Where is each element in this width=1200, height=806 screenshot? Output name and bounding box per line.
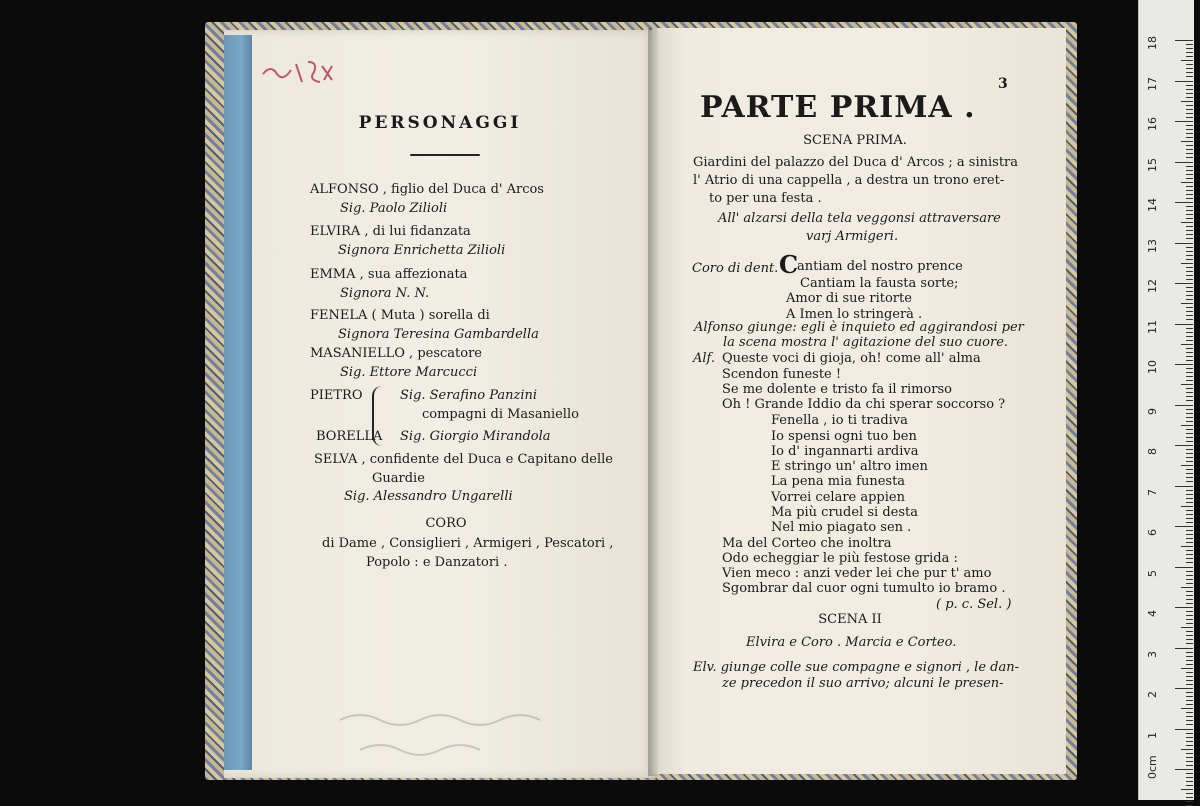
ruler-tick xyxy=(1186,660,1193,661)
ruler-tick xyxy=(1186,93,1193,94)
ruler-tick xyxy=(1186,137,1193,138)
ruler-tick xyxy=(1186,336,1193,337)
ruler-tick xyxy=(1181,60,1193,61)
ruler-tick xyxy=(1186,639,1193,640)
verse-line: Ma del Corteo che inoltra xyxy=(722,536,892,551)
ruler-tick xyxy=(1186,514,1193,515)
ruler-tick xyxy=(1186,267,1193,268)
ruler-tick xyxy=(1186,340,1193,341)
ruler-tick xyxy=(1175,121,1193,122)
ruler-tick xyxy=(1186,477,1193,478)
verse-line: Se me dolente e tristo fa il rimorso xyxy=(722,382,952,397)
handwritten-red-mark xyxy=(258,52,348,92)
ruler-tick xyxy=(1186,157,1193,158)
ruler-tick xyxy=(1186,247,1193,248)
ruler-tick xyxy=(1186,332,1193,333)
ruler-tick xyxy=(1175,445,1193,446)
ruler-label: 12 xyxy=(1146,279,1159,293)
ruler-tick xyxy=(1181,344,1193,345)
ruler-tick xyxy=(1186,793,1193,794)
ruler-tick xyxy=(1186,48,1193,49)
ruler-tick xyxy=(1186,720,1193,721)
ruler-tick xyxy=(1181,668,1193,669)
ruler-tick xyxy=(1186,575,1193,576)
ruler-tick xyxy=(1186,170,1193,171)
ruler-tick xyxy=(1186,206,1193,207)
ruler-tick xyxy=(1186,400,1193,401)
speaker-alf: Alf. xyxy=(693,351,716,366)
character-actor: Signora Teresina Gambardella xyxy=(338,327,539,342)
scene-heading: SCENA PRIMA. xyxy=(803,133,907,148)
ruler-tick xyxy=(1186,801,1193,802)
coro-title: CORO xyxy=(425,516,467,531)
selva-line: SELVA , confidente del Duca e Capitano delle xyxy=(314,452,613,467)
ruler-tick xyxy=(1186,595,1193,596)
stage-direction: Elvira e Coro . Marcia e Corteo. xyxy=(746,635,957,650)
ruler-tick xyxy=(1186,348,1193,349)
ruler-tick xyxy=(1181,506,1193,507)
verse-line: Cantiam la fausta sorte; xyxy=(800,276,959,291)
aria-line: Io spensi ogni tuo ben xyxy=(771,429,917,444)
ruler-tick xyxy=(1175,81,1193,82)
ruler-label: 16 xyxy=(1146,117,1159,131)
stage-direction: All' alzarsi della tela veggonsi attraversare xyxy=(718,211,1001,226)
ruler-tick xyxy=(1186,56,1193,57)
ruler-label: 11 xyxy=(1146,319,1159,334)
ruler-tick xyxy=(1186,461,1193,462)
ruler-tick xyxy=(1186,76,1193,77)
ruler-tick xyxy=(1186,603,1193,604)
ruler-tick xyxy=(1186,733,1193,734)
ruler-tick xyxy=(1186,619,1193,620)
ruler-tick xyxy=(1186,712,1193,713)
ruler-label: 18 xyxy=(1146,36,1159,50)
verse-line: Sgombrar dal cuor ogni tumulto io bramo . xyxy=(722,581,1006,596)
ruler-tick xyxy=(1186,773,1193,774)
ruler-tick xyxy=(1186,89,1193,90)
ruler-label: 2 xyxy=(1146,691,1159,698)
ruler-tick xyxy=(1186,696,1193,697)
ruler-tick xyxy=(1186,510,1193,511)
ruler-tick xyxy=(1186,457,1193,458)
ruler-tick xyxy=(1186,441,1193,442)
ruler-tick xyxy=(1186,652,1193,653)
ruler-tick xyxy=(1186,72,1193,73)
ruler-tick xyxy=(1186,174,1193,175)
ruler-label: 0cm xyxy=(1146,755,1159,779)
scene-heading: SCENA II xyxy=(818,612,882,627)
ruler-tick xyxy=(1186,255,1193,256)
blue-binding-strip xyxy=(224,35,252,770)
ruler-tick xyxy=(1186,635,1193,636)
setting-line: Giardini del palazzo del Duca d' Arcos ; a sinistra xyxy=(693,155,1019,170)
ruler-tick xyxy=(1186,259,1193,260)
ruler-tick xyxy=(1186,761,1193,762)
ruler-tick xyxy=(1186,615,1193,616)
setting-line: l' Atrio di una cappella , a destra un trono eret- xyxy=(693,173,1005,188)
stage-direction: Alfonso giunge: egli è inquieto ed aggirandosi per xyxy=(694,320,1024,335)
ruler-tick xyxy=(1186,218,1193,219)
ruler-tick xyxy=(1186,692,1193,693)
ruler-tick xyxy=(1186,251,1193,252)
ruler-tick xyxy=(1175,526,1193,527)
character-name: FENELA ( Muta ) sorella di xyxy=(310,308,490,323)
ruler-tick xyxy=(1186,85,1193,86)
ruler-tick xyxy=(1186,534,1193,535)
ruler-tick xyxy=(1186,542,1193,543)
ruler-tick xyxy=(1186,797,1193,798)
ruler-tick xyxy=(1186,591,1193,592)
ruler-label: 8 xyxy=(1146,448,1159,455)
ruler-tick xyxy=(1186,741,1193,742)
aria-line: La pena mia funesta xyxy=(771,474,906,489)
ruler-tick xyxy=(1186,672,1193,673)
ruler-tick xyxy=(1186,319,1193,320)
ruler-tick xyxy=(1186,643,1193,644)
aria-line: Io d' ingannarti ardiva xyxy=(771,444,919,459)
selva-actor: Sig. Alessandro Ungarelli xyxy=(344,489,513,504)
aria-line: Ma più crudel si desta xyxy=(771,505,918,520)
ruler-tick xyxy=(1186,481,1193,482)
ruler-tick xyxy=(1186,178,1193,179)
ruler-tick xyxy=(1186,490,1193,491)
ruler-tick xyxy=(1186,214,1193,215)
ruler-tick xyxy=(1186,328,1193,329)
ruler-tick xyxy=(1186,494,1193,495)
ruler-tick xyxy=(1186,372,1193,373)
ruler-tick xyxy=(1186,530,1193,531)
exit-note: ( p. c. Sel. ) xyxy=(936,597,1012,612)
ruler-tick xyxy=(1181,141,1193,142)
borella-actor: Sig. Giorgio Mirandola xyxy=(400,429,551,444)
ruler-tick xyxy=(1186,550,1193,551)
ruler-tick xyxy=(1186,380,1193,381)
parte-prima-title: PARTE PRIMA . xyxy=(700,90,976,125)
ruler-tick xyxy=(1186,105,1193,106)
ruler-tick xyxy=(1186,392,1193,393)
drop-cap: C xyxy=(779,250,799,279)
left-page xyxy=(224,30,656,778)
ruler-tick xyxy=(1186,765,1193,766)
ruler-tick xyxy=(1186,453,1193,454)
character-name: MASANIELLO , pescatore xyxy=(310,346,482,361)
ruler-tick xyxy=(1186,226,1193,227)
personaggi-title: PERSONAGGI xyxy=(358,113,522,133)
verse-line: antiam del nostro prence xyxy=(797,259,963,274)
stage-direction: Elv. giunge colle sue compagne e signori , le dan- xyxy=(693,660,1019,675)
ruler-tick xyxy=(1186,777,1193,778)
ruler-tick xyxy=(1186,52,1193,53)
ruler-tick xyxy=(1186,417,1193,418)
page-number: 3 xyxy=(998,76,1008,92)
ruler-tick xyxy=(1186,230,1193,231)
ruler-tick xyxy=(1186,676,1193,677)
character-actor: Sig. Paolo Zilioli xyxy=(340,201,448,216)
ruler-label: 4 xyxy=(1146,610,1159,617)
verse-line: Queste voci di gioja, oh! come all' alma xyxy=(722,351,981,366)
ruler-tick xyxy=(1186,299,1193,300)
ruler-tick xyxy=(1186,129,1193,130)
ruler-tick xyxy=(1181,465,1193,466)
ruler-label: 17 xyxy=(1146,76,1159,91)
ruler-tick xyxy=(1186,311,1193,312)
ruler-tick xyxy=(1186,684,1193,685)
ruler-tick xyxy=(1186,117,1193,118)
ruler-tick xyxy=(1175,729,1193,730)
character-actor: Sig. Ettore Marcucci xyxy=(340,365,478,380)
ruler-tick xyxy=(1181,263,1193,264)
ruler-tick xyxy=(1186,271,1193,272)
ruler-tick xyxy=(1186,656,1193,657)
ruler-tick xyxy=(1186,352,1193,353)
ruler-tick xyxy=(1186,97,1193,98)
verse-line: A Imen lo stringerà . xyxy=(786,307,923,322)
ruler-tick xyxy=(1186,583,1193,584)
ruler-tick xyxy=(1186,538,1193,539)
ruler-tick xyxy=(1186,234,1193,235)
aria-line: Nel mio piagato sen . xyxy=(771,520,912,535)
ruler-tick xyxy=(1186,716,1193,717)
ruler-tick xyxy=(1181,546,1193,547)
ruler-tick xyxy=(1175,607,1193,608)
ruler-tick xyxy=(1186,68,1193,69)
ruler-tick xyxy=(1186,785,1193,786)
verse-line: Scendon funeste ! xyxy=(722,367,842,382)
ruler-label: 10 xyxy=(1146,360,1159,374)
ruler-tick xyxy=(1186,753,1193,754)
ruler-label: 7 xyxy=(1146,488,1159,496)
ruler-tick xyxy=(1186,388,1193,389)
ruler-tick xyxy=(1181,222,1193,223)
ruler-tick xyxy=(1186,194,1193,195)
aria-line: Fenella , io ti tradiva xyxy=(771,413,908,428)
ruler-tick xyxy=(1186,558,1193,559)
ruler-tick xyxy=(1175,769,1193,770)
ruler-label: 3 xyxy=(1146,650,1159,658)
ruler-tick xyxy=(1186,186,1193,187)
ruler-tick xyxy=(1186,287,1193,288)
ruler-tick xyxy=(1186,153,1193,154)
ruler-tick xyxy=(1186,680,1193,681)
ruler-tick xyxy=(1181,587,1193,588)
ruler-tick xyxy=(1186,473,1193,474)
ruler-tick xyxy=(1186,210,1193,211)
ruler-tick xyxy=(1186,360,1193,361)
ruler-label: 5 xyxy=(1146,569,1159,577)
ruler-tick xyxy=(1175,486,1193,487)
aria-line: E stringo un' altro imen xyxy=(771,459,928,474)
ruler-tick xyxy=(1175,364,1193,365)
ruler-tick xyxy=(1186,421,1193,422)
ruler-tick xyxy=(1186,429,1193,430)
ruler-tick xyxy=(1186,295,1193,296)
ruler-tick xyxy=(1186,166,1193,167)
stage-direction: la scena mostra l' agitazione del suo cuore. xyxy=(723,335,1009,350)
ruler-tick xyxy=(1186,133,1193,134)
ruler-tick xyxy=(1186,145,1193,146)
ruler-tick xyxy=(1186,315,1193,316)
stage-direction: ze precedon il suo arrivo; alcuni le presen- xyxy=(722,676,1004,691)
ruler-tick xyxy=(1181,101,1193,102)
character-actor: Signora N. N. xyxy=(340,286,430,301)
ruler-tick xyxy=(1186,356,1193,357)
ruler-tick xyxy=(1186,599,1193,600)
ruler-tick xyxy=(1181,425,1193,426)
ruler-tick xyxy=(1175,162,1193,163)
ruler-tick xyxy=(1175,283,1193,284)
setting-line: to per una festa . xyxy=(709,191,822,206)
ruler-tick xyxy=(1186,190,1193,191)
ruler-tick xyxy=(1175,243,1193,244)
ruler-tick xyxy=(1186,113,1193,114)
ruler-tick xyxy=(1186,554,1193,555)
ruler-tick xyxy=(1186,396,1193,397)
ruler-tick xyxy=(1181,789,1193,790)
ruler-tick xyxy=(1186,149,1193,150)
ruler-tick xyxy=(1186,724,1193,725)
ruler-label: 9 xyxy=(1146,407,1159,415)
ruler-tick xyxy=(1186,64,1193,65)
ruler-tick xyxy=(1186,433,1193,434)
ruler-tick xyxy=(1186,449,1193,450)
ruler-tick xyxy=(1181,749,1193,750)
ruler-tick xyxy=(1186,664,1193,665)
faded-stamp xyxy=(330,690,590,770)
ruler-tick xyxy=(1175,567,1193,568)
ruler-label: 14 xyxy=(1146,198,1159,212)
stage-direction: varj Armigeri. xyxy=(806,229,899,244)
ruler-tick xyxy=(1181,303,1193,304)
ruler-label: 13 xyxy=(1146,238,1159,253)
coro-line: Popolo : e Danzatori . xyxy=(366,555,508,570)
ruler-tick xyxy=(1186,498,1193,499)
ruler-tick xyxy=(1186,737,1193,738)
ruler-tick xyxy=(1186,368,1193,369)
coro-line: di Dame , Consiglieri , Armigeri , Pescatori , xyxy=(322,536,614,551)
ruler-tick xyxy=(1186,611,1193,612)
ruler-tick xyxy=(1186,522,1193,523)
ruler-tick xyxy=(1186,704,1193,705)
ruler-tick xyxy=(1186,745,1193,746)
ruler-tick xyxy=(1175,324,1193,325)
ruler-tick xyxy=(1186,437,1193,438)
ruler-tick xyxy=(1186,502,1193,503)
character-name: EMMA , sua affezionata xyxy=(310,267,468,282)
verse-line: Odo echeggiar le più festose grida : xyxy=(722,551,958,566)
ruler-tick xyxy=(1186,275,1193,276)
ruler-tick xyxy=(1181,708,1193,709)
ruler-tick xyxy=(1186,198,1193,199)
ruler-label: 1 xyxy=(1146,731,1159,739)
ruler-tick xyxy=(1186,376,1193,377)
ruler-tick xyxy=(1181,384,1193,385)
speaker-coro: Coro di dent. xyxy=(692,261,779,276)
ruler-tick xyxy=(1175,40,1193,41)
selva-line: Guardie xyxy=(372,471,425,486)
ruler-tick xyxy=(1186,291,1193,292)
verse-line: Amor di sue ritorte xyxy=(786,291,912,306)
ruler-tick xyxy=(1186,757,1193,758)
ruler-label: 6 xyxy=(1146,529,1159,536)
ruler-tick xyxy=(1186,409,1193,410)
book-gutter xyxy=(648,28,658,776)
ruler-tick xyxy=(1186,623,1193,624)
verse-line: Vien meco : anzi veder lei che pur t' amo xyxy=(722,566,992,581)
ruler-tick xyxy=(1186,579,1193,580)
ruler-tick xyxy=(1186,631,1193,632)
verse-line: Oh ! Grande Iddio da chi sperar soccorso ? xyxy=(722,397,1006,412)
ruler-tick xyxy=(1186,413,1193,414)
ruler-tick xyxy=(1186,700,1193,701)
ruler-tick xyxy=(1186,109,1193,110)
ruler-tick xyxy=(1181,627,1193,628)
ruler-tick xyxy=(1186,781,1193,782)
ruler-tick xyxy=(1186,571,1193,572)
character-name-pietro: PIETRO xyxy=(310,388,363,403)
ruler-label: 15 xyxy=(1146,157,1159,172)
ruler-tick xyxy=(1175,688,1193,689)
ruler-tick xyxy=(1186,562,1193,563)
character-name: ALFONSO , figlio del Duca d' Arcos xyxy=(310,182,544,197)
character-actor: Signora Enrichetta Zilioli xyxy=(338,243,506,258)
ruler-tick xyxy=(1175,202,1193,203)
character-name: ELVIRA , di lui fidanzata xyxy=(310,224,471,239)
ruler-tick xyxy=(1186,238,1193,239)
ruler-tick xyxy=(1186,518,1193,519)
ruler-tick xyxy=(1181,182,1193,183)
ruler-tick xyxy=(1175,405,1193,406)
compagni-note: compagni di Masaniello xyxy=(422,407,579,422)
character-name-borella: BORELLA xyxy=(316,429,383,444)
ruler-tick xyxy=(1186,279,1193,280)
ruler-tick xyxy=(1186,125,1193,126)
title-divider xyxy=(410,154,480,156)
aria-line: Vorrei celare appien xyxy=(771,490,905,505)
ruler-tick xyxy=(1186,307,1193,308)
ruler-tick xyxy=(1186,44,1193,45)
ruler-tick xyxy=(1175,648,1193,649)
pietro-actor: Sig. Serafino Panzini xyxy=(400,388,538,403)
ruler-tick xyxy=(1186,469,1193,470)
